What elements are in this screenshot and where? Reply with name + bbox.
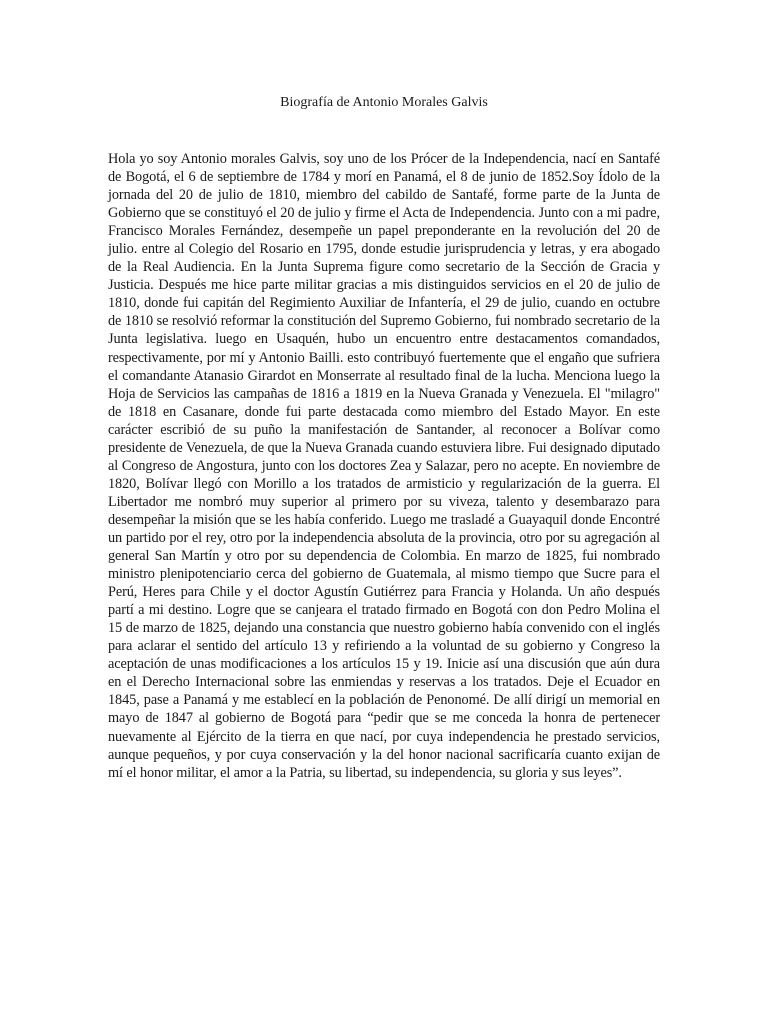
biography-paragraph: Hola yo soy Antonio morales Galvis, soy uno de los Prócer de la Independencia, nací en Santafé de Bogotá, el 6 de septiembre de 1784 y morí en Panamá, el 8 de junio de 1852.Soy Ídolo de la jornada del 20 de julio de 1810, miembro del cabildo de Santafé, forme parte de la Junta de Gobierno que se constituyó el 20 de julio y firme el Acta de Independencia. Junto con a mi padre, Francisco Morales Fernández, desempeñe un papel preponderante en la revolución del 20 de julio. entre al Colegio del Rosario en 1795, donde estudie jurisprudencia y letras, y era abogado de la Real Audiencia. En la Junta Suprema figure como secretario de la Sección de Gracia y Justicia. Después me hice parte militar gracias a mis distinguidos servicios en el 20 de julio de 1810, donde fui capitán del Regimiento Auxiliar de Infantería, el 29 de julio, cuando en octubre de 1810 se resolvió reformar la constitución del Supremo Gobierno, fui nombrado secretario de la Junta legislativa. luego en Usaquén, hubo un encuentro entre destacamentos comandados, respectivamente, por mí y Antonio Bailli. esto contribuyó fuertemente que el engaño que sufriera el comandante Atanasio Girardot en Monserrate al resultado final de la lucha. Menciona luego la Hoja de Servicios las campañas de 1816 a 1819 en la Nueva Granada y Venezuela. El "milagro" de 1818 en Casanare, donde fui parte destacada como miembro del Estado Mayor. En este carácter escribió de su puño la manifestación de Santander, al reconocer a Bolívar como presidente de Venezuela, de que la Nueva Granada cuando estuviera libre. Fui designado diputado al Congreso de Angostura, junto con los doctores Zea y Salazar, pero no acepte. En noviembre de 1820, Bolívar llegó con Morillo a los tratados de armisticio y regularización de la guerra. El Libertador me nombró muy superior al primero por su viveza, talento y desembarazo para desempeñar la misión que se les había conferido. Luego me trasladé a Guayaquil donde Encontré un partido por el rey, otro por la independencia absoluta de la provincia, otro por su agregación al general San Martín y otro por su dependencia de Colombia. En marzo de 1825, fui nombrado ministro plenipotenciario cerca del gobierno de Guatemala, al mismo tiempo que Sucre para el Perú, Heres para Chile y el doctor Agustín Gutiérrez para Francia y Holanda. Un año después partí a mi destino. Logre que se canjeara el tratado firmado en Bogotá con don Pedro Molina el 15 de marzo de 1825, dejando una constancia que nuestro gobierno había convenido con el inglés para aclarar el sentido del artículo 13 y refiriendo a la voluntad de su gobierno y Congreso la aceptación de unas modificaciones a los artículos 15 y 19. Inicie así una discusión que aún dura en el Derecho Internacional sobre las enmiendas y reservas a los tratados. Deje el Ecuador en 1845, pase a Panamá y me establecí en la población de Penonomé. De allí dirigí un memorial en mayo de 1847 al gobierno de Bogotá para “pedir que se me conceda la honra de pertenecer nuevamente al Ejército de la tierra en que nací, por cuya independencia he prestado servicios, aunque pequeños, y por cuya conservación y la del honor nacional sacrificaría cuanto exijan de mí el honor militar, el amor a la Patria, su libertad, su independencia, su gloria y sus leyes”. bbox=[108, 151, 660, 781]
document-title: Biografía de Antonio Morales Galvis bbox=[280, 95, 488, 110]
